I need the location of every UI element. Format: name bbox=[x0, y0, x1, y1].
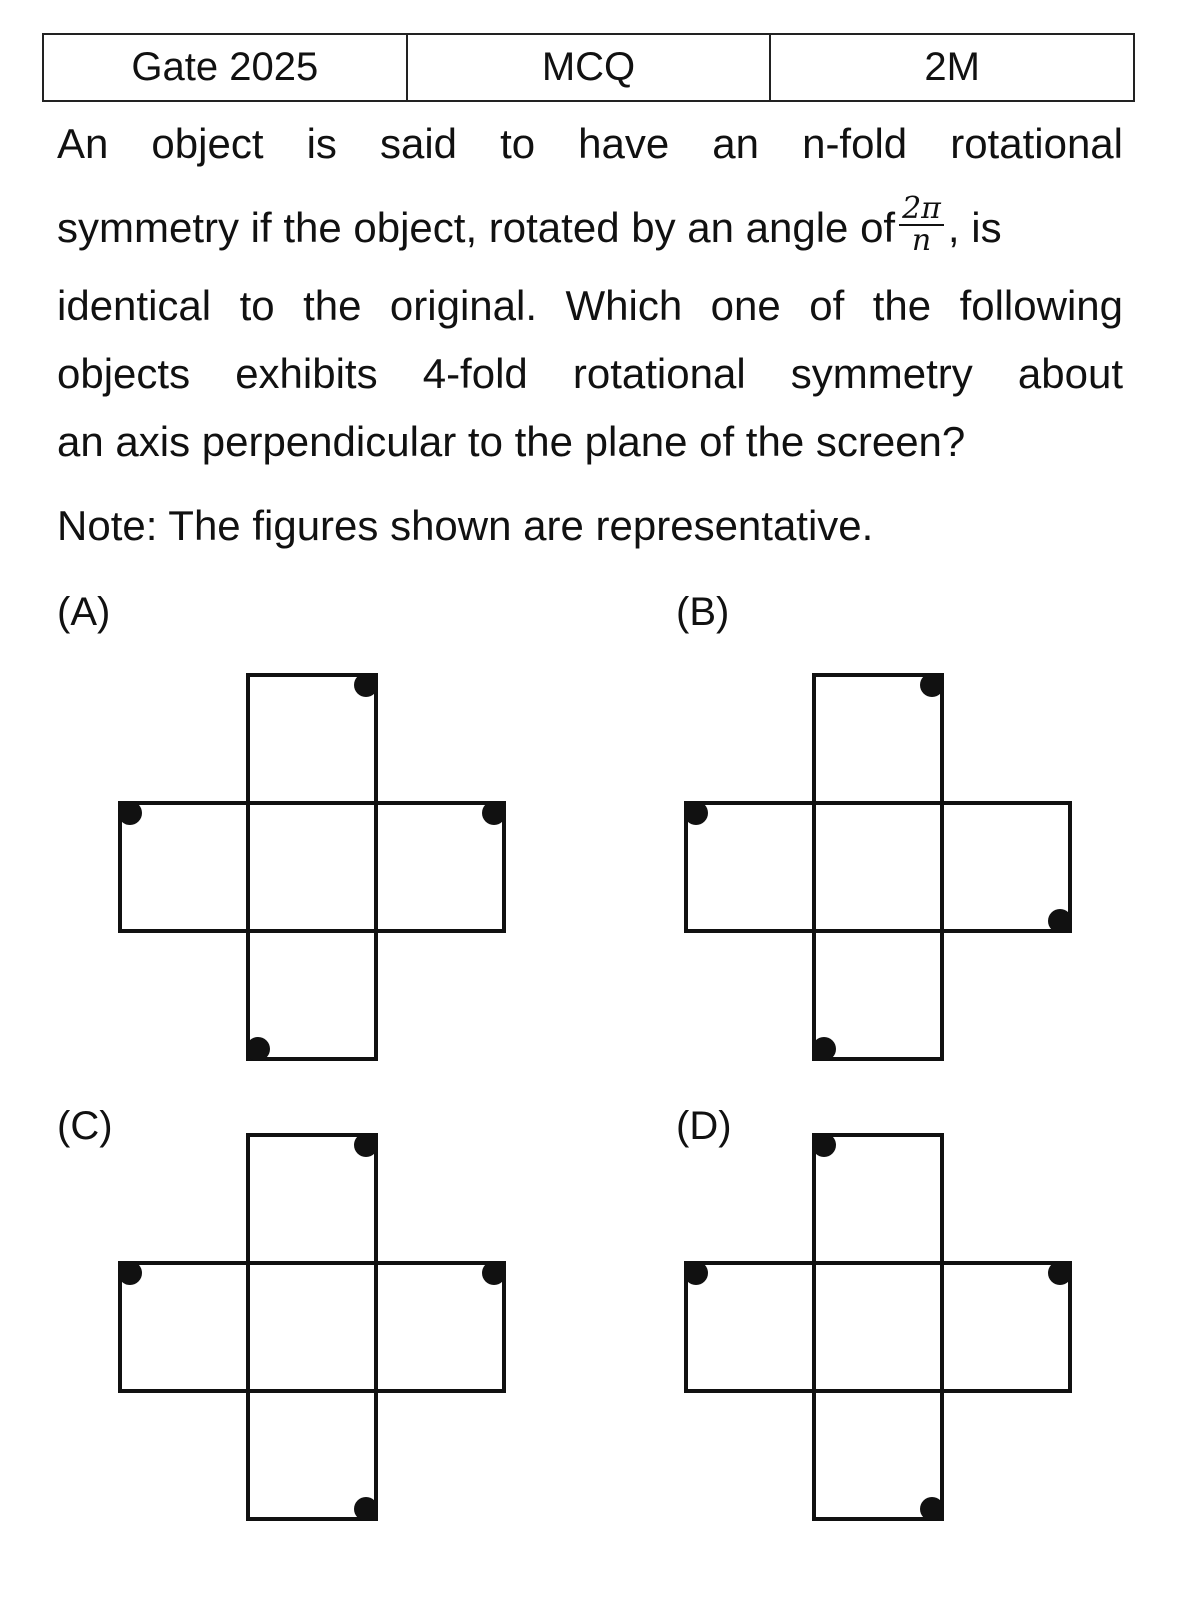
corner-dot bbox=[354, 1133, 378, 1157]
corner-dot bbox=[812, 1037, 836, 1061]
cross-outline bbox=[120, 1135, 504, 1519]
corner-dot bbox=[482, 1261, 506, 1285]
option-b-figure[interactable] bbox=[684, 673, 1072, 1061]
corner-dot bbox=[812, 1133, 836, 1157]
header-marks: 2M bbox=[770, 34, 1134, 101]
corner-dot bbox=[920, 1497, 944, 1521]
option-a-figure[interactable] bbox=[118, 673, 506, 1061]
corner-dot bbox=[482, 801, 506, 825]
question-line-5: an axis perpendicular to the plane of the screen? bbox=[57, 418, 966, 465]
corner-dot bbox=[1048, 909, 1072, 933]
question-line-1: An object is said to have an n-fold rotational bbox=[57, 120, 1123, 167]
corner-dot bbox=[246, 1037, 270, 1061]
option-a-label[interactable]: (A) bbox=[57, 590, 111, 634]
corner-dot bbox=[354, 1497, 378, 1521]
fraction-denominator: n bbox=[911, 223, 932, 258]
corner-dot bbox=[354, 673, 378, 697]
option-c-label[interactable]: (C) bbox=[57, 1104, 113, 1148]
corner-dot bbox=[920, 673, 944, 697]
header-question-type: MCQ bbox=[407, 34, 771, 101]
option-d-label[interactable]: (D) bbox=[676, 1104, 732, 1148]
cross-outline bbox=[120, 675, 504, 1059]
question-line-2-end: , is bbox=[947, 204, 1002, 252]
cross-outline bbox=[686, 675, 1070, 1059]
corner-dot bbox=[118, 1261, 142, 1285]
question-line-4: objects exhibits 4-fold rotational symmetry about bbox=[57, 350, 1123, 397]
note-text: Note: The figures shown are representative. bbox=[57, 502, 874, 549]
corner-dot bbox=[1048, 1261, 1072, 1285]
cross-outline bbox=[686, 1135, 1070, 1519]
option-b-label[interactable]: (B) bbox=[676, 590, 730, 634]
option-d-figure[interactable] bbox=[684, 1133, 1072, 1521]
question-line-3: identical to the original. Which one of the following bbox=[57, 282, 1123, 329]
corner-dot bbox=[684, 1261, 708, 1285]
header-exam: Gate 2025 bbox=[43, 34, 407, 101]
question-line-2-text: symmetry if the object, rotated by an angle of bbox=[57, 204, 896, 252]
corner-dot bbox=[118, 801, 142, 825]
option-c-figure[interactable] bbox=[118, 1133, 506, 1521]
fraction-numerator: 2π bbox=[899, 194, 944, 226]
corner-dot bbox=[684, 801, 708, 825]
